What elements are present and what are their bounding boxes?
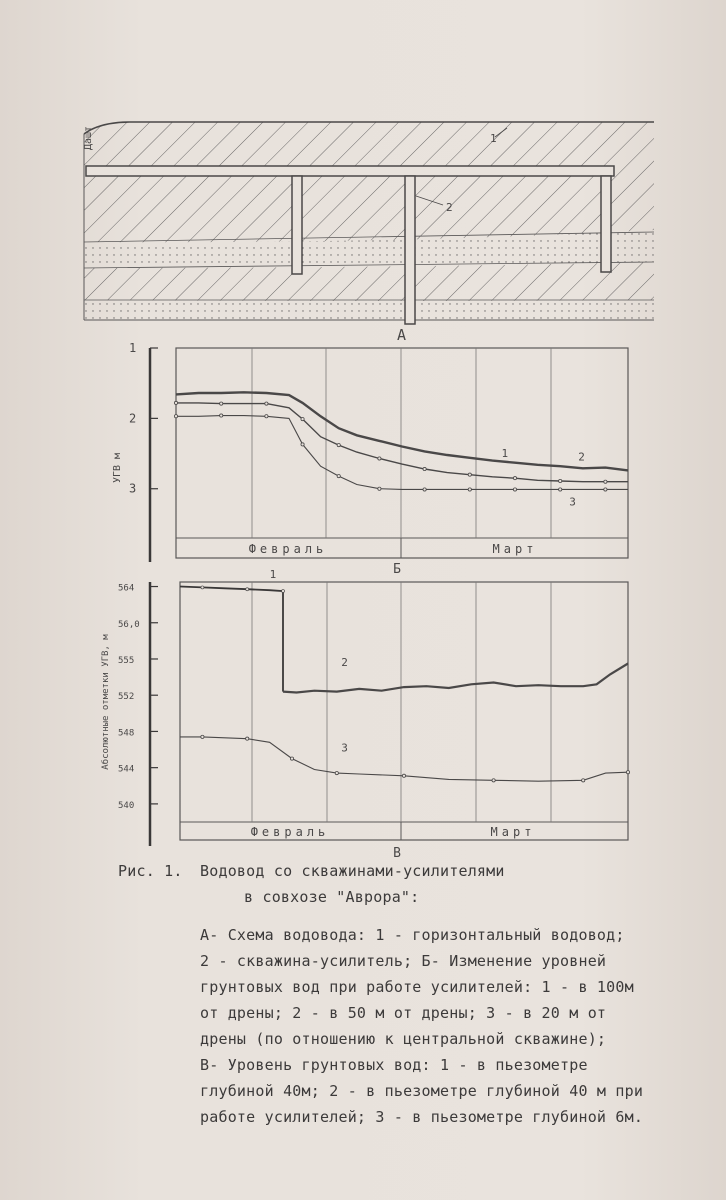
series-3-point: [174, 415, 177, 418]
chart-b: [0, 340, 726, 580]
series-3-point: [626, 771, 629, 774]
series-3-point: [492, 779, 495, 782]
caption-title: [118, 858, 698, 884]
series-label-2: 2: [578, 450, 585, 464]
series-3-point: [301, 443, 304, 446]
caption-line: глубиной 40м; 2 - в пьезометре глубиной 40 м при: [200, 1082, 644, 1100]
series-1-line: [176, 403, 628, 482]
soil-layer-upper: [84, 122, 654, 242]
diagram-a-side-label: Дашт: [83, 125, 94, 150]
series-3-point: [513, 488, 516, 491]
y-axis-label: Абсолютные отметки УГВ, м: [101, 634, 111, 770]
series-1-point: [265, 402, 268, 405]
figure-caption: [118, 858, 698, 1130]
caption-body: [118, 922, 698, 1130]
soil-layer-bottom: [84, 300, 654, 320]
series-1-point: [220, 402, 223, 405]
horizontal-conduit: [86, 166, 614, 176]
series-3-line: [176, 416, 628, 490]
series-1-point: [282, 590, 285, 593]
series-1-point: [378, 457, 381, 460]
series-3-point: [220, 414, 223, 417]
y-tick-label: 1: [129, 341, 137, 355]
plot-frame: [176, 348, 628, 558]
series-3-point: [582, 779, 585, 782]
amplifier-well-central: [405, 176, 415, 324]
caption-line: 2 - скважина-усилитель; Б- Изменение уровней: [200, 952, 607, 970]
series-label-3: 3: [569, 495, 576, 509]
series-1-point: [559, 479, 562, 482]
series-3-point: [468, 488, 471, 491]
y-tick-label: 56,0: [118, 619, 140, 630]
diagram-a-label: А: [397, 326, 407, 344]
y-tick-label: 540: [118, 800, 135, 811]
series-label-1: 1: [269, 570, 277, 581]
y-tick-label: 544: [118, 764, 135, 775]
series-3-point: [265, 415, 268, 418]
y-tick-label: 555: [118, 655, 135, 666]
series-3-point: [335, 771, 338, 774]
caption-line: дрены (по отношению к центральной скважине);: [200, 1030, 607, 1048]
series-1-point: [337, 444, 340, 447]
series-1-point: [201, 586, 204, 589]
caption-title-line1: Водовод со скважинами-усилителями: [200, 862, 505, 880]
series-1-point: [423, 467, 426, 470]
series-3-point: [423, 488, 426, 491]
series-1-point: [513, 477, 516, 480]
series-1-point: [174, 401, 177, 404]
month-label-march: Март: [490, 825, 536, 839]
y-axis-label: УГВ м: [112, 452, 123, 484]
y-tick-label: 2: [129, 411, 137, 426]
series-1-point: [301, 417, 304, 420]
series-3-point: [246, 737, 249, 740]
caption-line: от дрены; 2 - в 50 м от дрены; 3 - в 20 м от: [200, 1004, 607, 1022]
series-3-point: [290, 757, 293, 760]
series-1-line: [180, 587, 283, 692]
diagram-a-marker-2: 2: [446, 201, 453, 214]
series-3-point: [337, 474, 340, 477]
diagram-a: [0, 0, 726, 345]
series-2-line: [283, 664, 628, 693]
y-tick-label: 3: [129, 481, 137, 496]
caption-line: А- Схема водовода: 1 - горизонтальный водовод;: [200, 926, 625, 944]
caption-title-line2: в совхозе "Аврора":: [244, 888, 420, 906]
soil-section: [84, 122, 654, 320]
series-3-point: [559, 488, 562, 491]
series-3-point: [402, 774, 405, 777]
series-label-3: 3: [341, 741, 348, 755]
amplifier-well: [292, 176, 302, 274]
series-label-1: 1: [501, 447, 509, 461]
y-tick-label: 564: [118, 583, 135, 594]
series-1-point: [468, 473, 471, 476]
panel-label-v: В: [393, 846, 401, 860]
amplifier-well: [601, 176, 611, 272]
plot-frame: [180, 582, 628, 840]
y-tick-label: 552: [118, 692, 135, 703]
month-label-march: Март: [492, 542, 538, 556]
diagram-a-marker-1: 1: [490, 132, 497, 145]
series-3-point: [604, 488, 607, 491]
chart-c: [0, 570, 726, 860]
y-tick-label: 548: [118, 728, 135, 739]
month-label-february: Февраль: [250, 825, 330, 839]
month-label-february: Февраль: [248, 542, 328, 556]
caption-line: грунтовых вод при работе усилителей: 1 - в 100м: [200, 978, 634, 996]
series-1-point: [246, 588, 249, 591]
figure-number: Рис. 1.: [118, 862, 183, 880]
caption-line: В- Уровень грунтовых вод: 1 - в пьезометре: [200, 1056, 588, 1074]
caption-line: работе усилителей; 3 - в пьезометре глубиной 6м.: [200, 1108, 644, 1126]
series-3-point: [378, 487, 381, 490]
series-1-point: [604, 480, 607, 483]
series-3-point: [201, 735, 204, 738]
panel-label-b: Б: [393, 562, 401, 577]
series-label-2: 2: [341, 656, 348, 670]
